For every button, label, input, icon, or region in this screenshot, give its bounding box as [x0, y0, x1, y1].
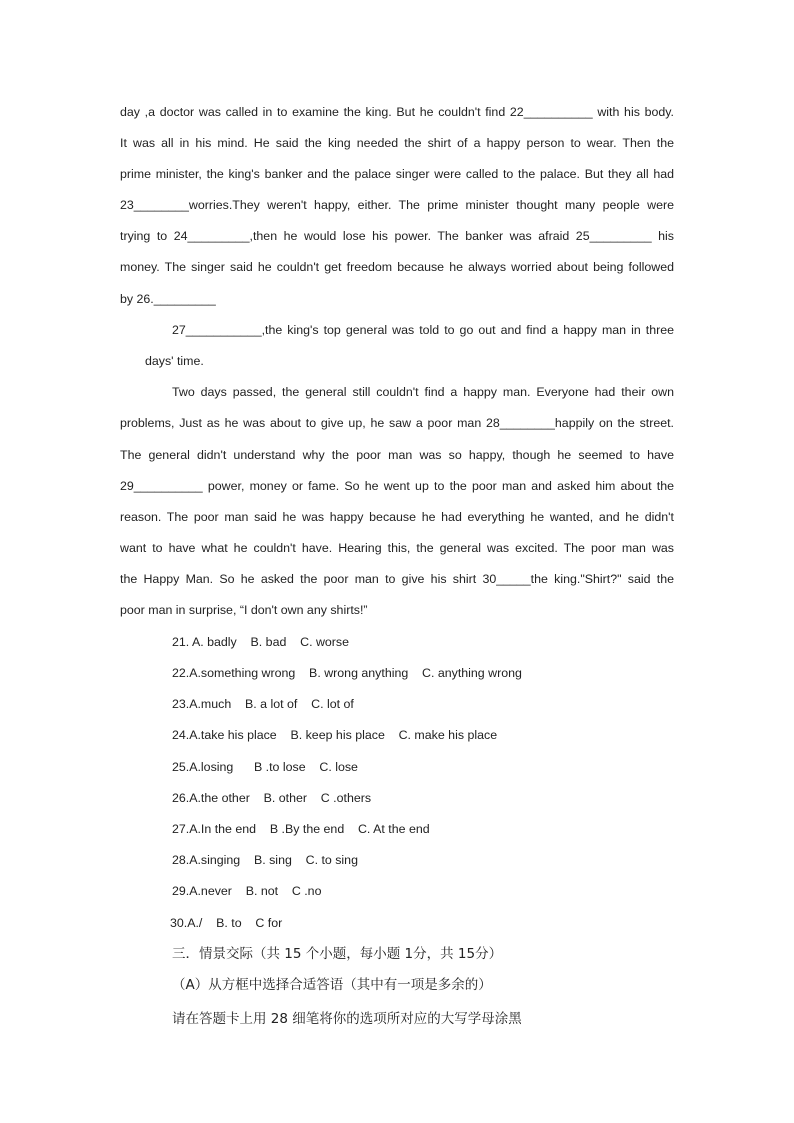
- passage-line: reason. The poor man said he was happy because he had everything he wanted, and he didn't: [120, 510, 674, 524]
- passage-line: problems, Just as he was about to give up, he saw a poor man 28________happily on the street.: [120, 416, 674, 430]
- option-line-21: 21. A. badly B. bad C. worse: [172, 635, 350, 649]
- subsection-heading: （A）从方框中选择合适答语（其中有一项是多余的）: [172, 977, 492, 993]
- option-line-23: 23.A.much B. a lot of C. lot of: [172, 697, 354, 711]
- passage-line: 29__________ power, money or fame. So he went up to the poor man and asked him about the: [120, 479, 674, 493]
- passage-line: prime minister, the king's banker and the palace singer were called to the palace. But they all had: [120, 167, 674, 181]
- passage-line: The general didn't understand why the poor man was so happy, though he seemed to have: [120, 448, 674, 462]
- passage-line: It was all in his mind. He said the king needed the shirt of a happy person to wear. Then the: [120, 136, 674, 150]
- option-line-30: 30.A./ B. to C for: [170, 916, 283, 930]
- passage-line: want to have what he couldn't have. Hearing this, the general was excited. The poor man was: [120, 541, 674, 555]
- option-line-28: 28.A.singing B. sing C. to sing: [172, 853, 358, 867]
- passage-line: by 26._________: [120, 292, 216, 306]
- passage-line: day ,a doctor was called in to examine the king. But he couldn't find 22__________ with his body.: [120, 105, 674, 119]
- option-line-29: 29.A.never B. not C .no: [172, 884, 322, 898]
- section-heading: 三．情景交际（共 15 个小题，每小题 1分，共 15分）: [172, 946, 503, 962]
- passage-line: the Happy Man. So he asked the poor man to give his shirt 30_____the king."Shirt?" said the: [120, 572, 674, 586]
- passage-line: poor man in surprise, “I don't own any shirts!”: [120, 603, 368, 617]
- passage-line: 23________worries.They weren't happy, either. The prime minister thought many people were: [120, 198, 674, 212]
- passage-line: days' time.: [145, 354, 204, 368]
- option-line-26: 26.A.the other B. other C .others: [172, 791, 372, 805]
- instruction-text: 请在答题卡上用 28 细笔将你的选项所对应的大写学母涂黑: [172, 1011, 522, 1027]
- passage-line: 27___________,the king's top general was told to go out and find a happy man in three: [172, 323, 674, 337]
- passage-line: trying to 24_________,then he would lose his power. The banker was afraid 25_________ his: [120, 229, 674, 243]
- passage-line: money. The singer said he couldn't get freedom because he always worried about being followed: [120, 260, 674, 274]
- option-line-24: 24.A.take his place B. keep his place C. make his place: [172, 728, 498, 742]
- option-line-25: 25.A.losing B .to lose C. lose: [172, 760, 358, 774]
- option-line-22: 22.A.something wrong B. wrong anything C. anything wrong: [172, 666, 522, 680]
- option-line-27: 27.A.In the end B .By the end C. At the end: [172, 822, 430, 836]
- passage-line: Two days passed, the general still couldn't find a happy man. Everyone had their own: [172, 385, 674, 399]
